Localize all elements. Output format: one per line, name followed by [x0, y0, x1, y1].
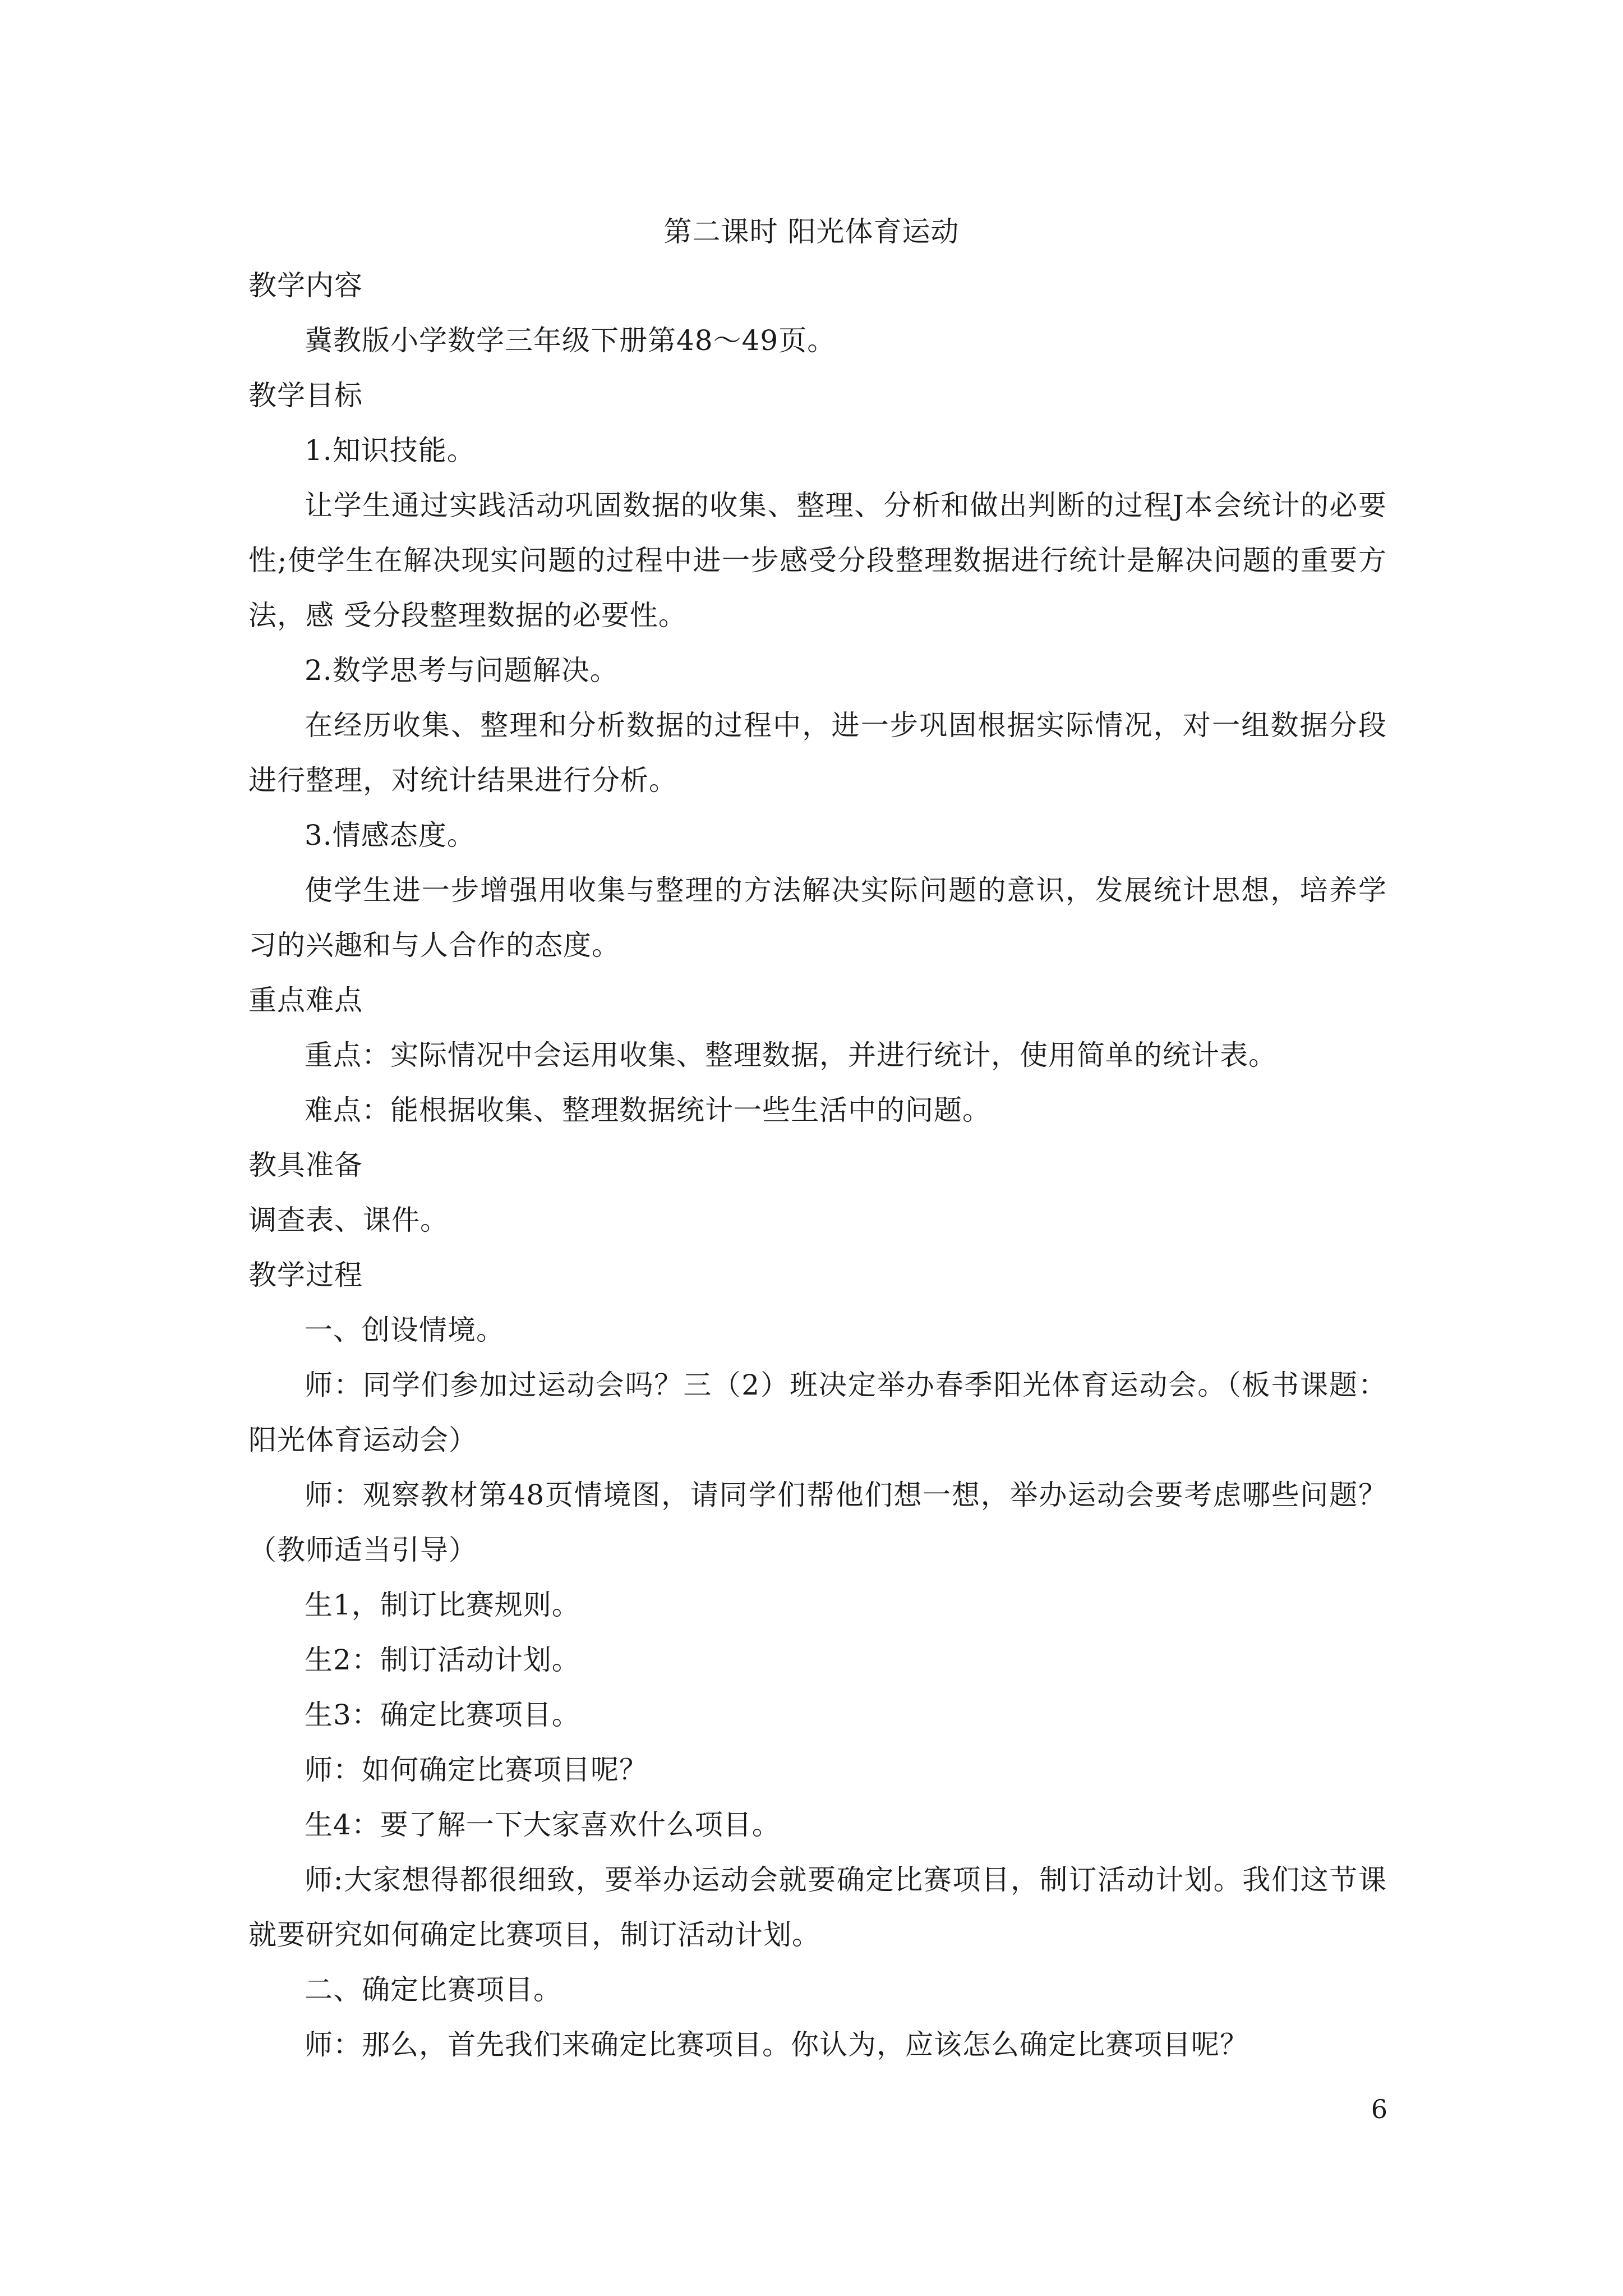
paragraph: 师:大家想得都很细致，要举办运动会就要确定比赛项目，制订活动计划。我们这节课就要研究如何确定比赛项目，制订活动计划。 [248, 1864, 1387, 1951]
paragraph: 教学目标 [248, 379, 363, 412]
paragraph: 师：同学们参加过运动会吗？三（2）班决定举办春季阳光体育运动会。（板书课题：阳光体育运动会） [248, 1369, 1387, 1456]
paragraph: 二、确定比赛项目。 [305, 1973, 562, 2006]
paragraph: 调查表、课件。 [248, 1204, 449, 1236]
paragraph: 在经历收集、整理和分析数据的过程中，进一步巩固根据实际情况，对一组数据分段进行整理，对统计结果进行分析。 [248, 709, 1387, 797]
lesson-body [248, 258, 1387, 2072]
paragraph: 生4：要了解一下大家喜欢什么项目。 [305, 1809, 781, 1841]
paragraph: 一、创设情境。 [305, 1314, 505, 1346]
paragraph: 师：那么，首先我们来确定比赛项目。你认为，应该怎么确定比赛项目呢？ [305, 2028, 1248, 2061]
paragraph: 使学生进一步增强用收集与整理的方法解决实际问题的意识，发展统计思想，培养学习的兴趣和与人合作的态度。 [248, 874, 1387, 961]
paragraph: 生3：确定比赛项目。 [305, 1699, 580, 1731]
paragraph: 师：如何确定比赛项目呢？ [305, 1754, 648, 1786]
paragraph: 重点难点 [248, 984, 363, 1016]
paragraph: 重点：实际情况中会运用收集、整理数据，并进行统计，使用简单的统计表。 [305, 1039, 1277, 1071]
paragraph: 2.数学思考与问题解决。 [305, 654, 619, 687]
paragraph: 师：观察教材第48页情境图，请同学们帮他们想一想，举办运动会要考虑哪些问题？（教师适当引导） [248, 1479, 1387, 1566]
paragraph: 3.情感态度。 [305, 819, 476, 852]
lesson-title: 第二课时 阳光体育运动 [663, 215, 960, 248]
paragraph: 生1，制订比赛规则。 [305, 1589, 580, 1621]
paragraph: 生2：制订活动计划。 [305, 1644, 580, 1676]
paragraph: 冀教版小学数学三年级下册第48～49页。 [305, 324, 836, 357]
paragraph: 教学内容 [248, 269, 363, 302]
paragraph: 1.知识技能。 [305, 434, 476, 467]
paragraph: 难点：能根据收集、整理数据统计一些生活中的问题。 [305, 1094, 991, 1126]
paragraph: 教具准备 [248, 1149, 363, 1181]
paragraph: 让学生通过实践活动巩固数据的收集、整理、分析和做出判断的过程J本会统计的必要性;使学生在解决现实问题的过程中进一步感受分段整理数据进行统计是解决问题的重要方法，感 受分段整理数据的必要性。 [248, 489, 1387, 632]
paragraph: 教学过程 [248, 1259, 363, 1291]
page-number: 6 [1371, 2094, 1387, 2124]
